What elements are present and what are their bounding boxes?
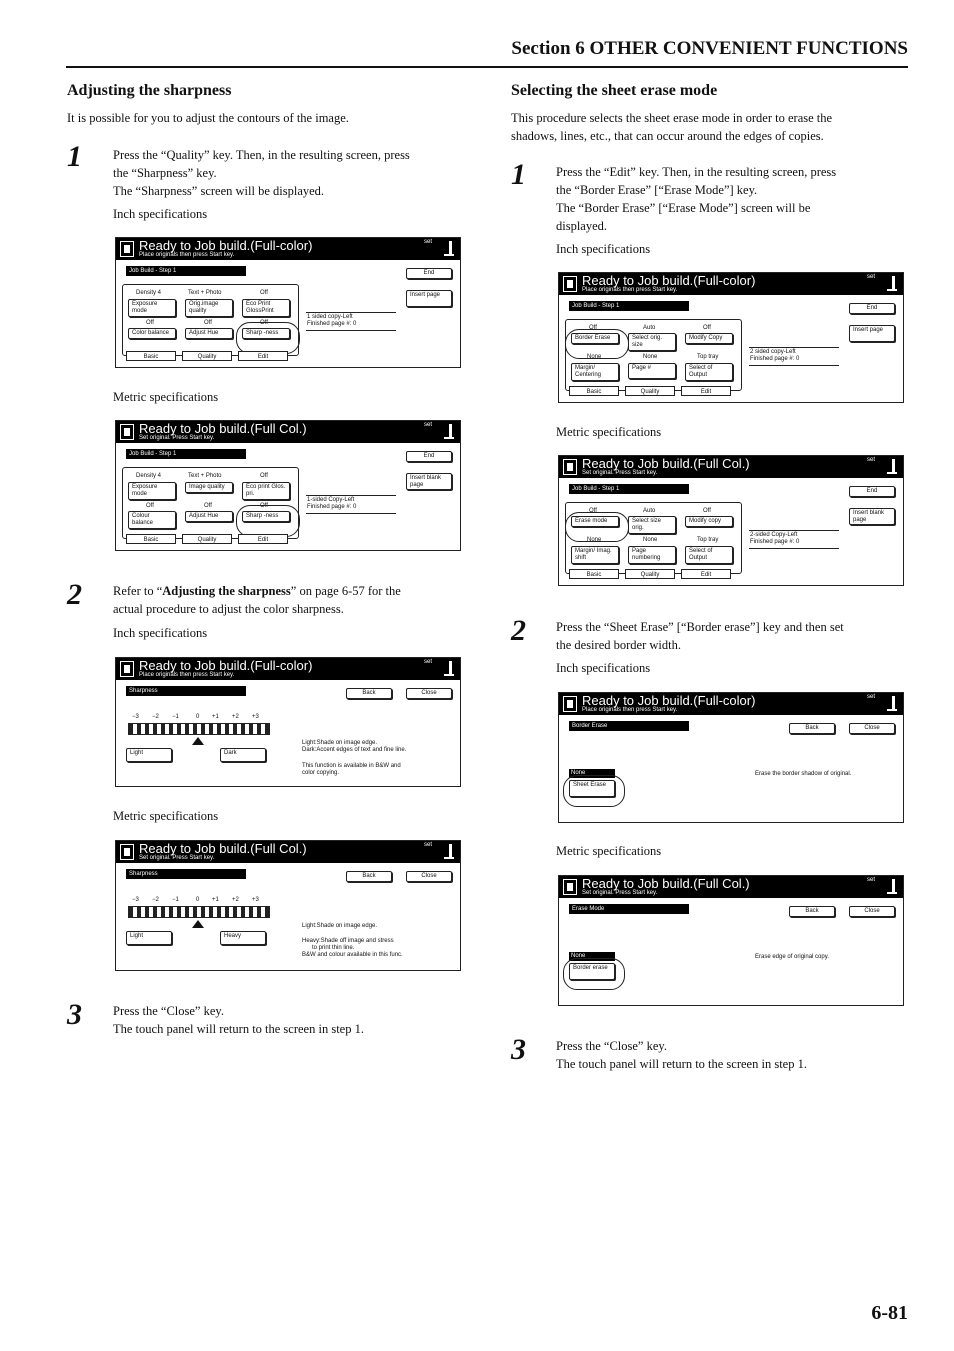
section-rule (66, 66, 908, 68)
step-text: Press the “Close” key. The touch panel will return to the screen in step 1. (113, 1004, 364, 1036)
adjust-hue-button[interactable]: Adjust Hue (185, 511, 233, 522)
caption-inch: Inch specifications (113, 207, 208, 221)
close-button[interactable]: Close (406, 688, 452, 699)
indicator-arrow-icon (192, 737, 204, 745)
eco-print-button[interactable]: Eco Print GlossPrint (242, 299, 290, 317)
one-icon (892, 696, 895, 710)
step-text: Refer to “Adjusting the sharpness” on page 6-57 for the actual procedure to adjust the color sharpness. (113, 584, 401, 616)
none-option[interactable]: None (569, 952, 615, 961)
modify-copy-button[interactable]: Modify Copy (685, 333, 733, 344)
tab-edit[interactable]: Edit (238, 534, 288, 544)
end-button[interactable]: End (849, 303, 895, 314)
step-text: Press the “Sheet Erase” [“Border erase”] key and then set the desired border width. (556, 620, 844, 652)
caption-inch: Inch specifications (556, 661, 651, 675)
select-output-button[interactable]: Select of Output (685, 546, 733, 564)
border-erase-button[interactable]: Border erase (569, 963, 615, 980)
insert-blank-page-button[interactable]: Insert blank page (849, 508, 895, 525)
document-icon (563, 696, 577, 712)
heavy-button[interactable]: Heavy (220, 931, 266, 945)
back-button[interactable]: Back (789, 723, 835, 734)
heading-sharpness: Adjusting the sharpness (67, 82, 232, 99)
erase-mode-button[interactable]: Erase mode (571, 516, 619, 527)
end-button[interactable]: End (406, 268, 452, 279)
document-icon (120, 424, 134, 440)
modify-copy-button[interactable]: Modify copy (685, 516, 733, 527)
document-icon (563, 276, 577, 292)
insert-page-button[interactable]: Insert page (849, 325, 895, 342)
border-erase-button[interactable]: Border Erase (571, 333, 619, 344)
screen-edit-metric: Ready to Job build.(Full Col.) Set original. Press Start key. set Job Build - Step 1 End Off Auto Off Erase mode Select size orig. Modify copy None None Top tray Margin/ Imag. shift Page numbering Select of Output 2-sided Copy-Left Finished page #: 0 Insert blank page Basic Quality Edit (558, 455, 904, 586)
tab-quality[interactable]: Quality (182, 351, 232, 361)
tab-quality[interactable]: Quality (625, 386, 675, 396)
adjust-hue-button[interactable]: Adjust Hue (185, 328, 233, 339)
step-text: Press the “Close” key. The touch panel will return to the screen in step 1. (556, 1039, 807, 1071)
caption-metric: Metric specifications (556, 425, 662, 439)
margin-centering-button[interactable]: Margin/ Centering (571, 363, 619, 381)
document-icon (120, 844, 134, 860)
screen-sharpness-inch: Ready to Job build.(Full-color) Place originals then press Start key. set Sharpness Back Close −3 −2 −1 0 +1 +2 +3 Light Dark Light:Shade on image edge. Dark:Accent edges of text and fine line. This function is available in B&W and color copying. (115, 657, 461, 787)
dark-button[interactable]: Dark (220, 748, 266, 762)
one-icon (892, 276, 895, 290)
end-button[interactable]: End (849, 486, 895, 497)
light-button[interactable]: Light (126, 748, 172, 762)
document-icon (563, 879, 577, 895)
tab-edit[interactable]: Edit (238, 351, 288, 361)
caption-inch: Inch specifications (113, 626, 208, 640)
step-text: Press the “Edit” key. Then, in the resulting screen, press the “Border Erase” [“Erase Mode”] key. The “Border Erase” [“Erase Mode”] screen will be displayed. (556, 165, 837, 233)
page-number: 6-81 (871, 1302, 908, 1324)
insert-page-button[interactable]: Insert page (406, 290, 452, 307)
screen-border-erase-inch: Ready to Job build.(Full-color) Place originals then press Start key. set Border Erase Back Close None Sheet Erase Erase the border shadow of original. (558, 692, 904, 823)
one-icon (449, 241, 452, 255)
step-number: 2 (511, 614, 526, 647)
image-quality-button[interactable]: Image quality (185, 482, 233, 493)
sharpness-button[interactable]: Sharp -ness (242, 328, 290, 339)
screen-sharpness-metric: Ready to Job build.(Full Col.) Set original. Press Start key. set Sharpness Back Close −3 −2 −1 0 +1 +2 +3 Light Heavy Light:Shade on image edge. Heavy:Shade off image and stress to print thin line. B&W and colour available in this func. (115, 840, 461, 971)
tab-basic[interactable]: Basic (569, 569, 619, 579)
step-number: 2 (67, 578, 82, 611)
heading-sheet-erase: Selecting the sheet erase mode (511, 82, 718, 99)
section-title: Section 6 OTHER CONVENIENT FUNCTIONS (511, 38, 908, 59)
one-icon (892, 459, 895, 473)
select-output-button[interactable]: Select of Output (685, 363, 733, 381)
none-option[interactable]: None (569, 769, 615, 778)
caption-metric: Metric specifications (113, 809, 219, 823)
page-number-button[interactable]: Page # (628, 363, 676, 379)
exposure-mode-button[interactable]: Exposure mode (128, 482, 176, 500)
colour-balance-button[interactable]: Colour balance (128, 511, 176, 529)
select-size-orig-button[interactable]: Select size orig. (628, 516, 676, 534)
color-balance-button[interactable]: Color balance (128, 328, 176, 339)
indicator-arrow-icon (192, 920, 204, 928)
one-icon (892, 879, 895, 893)
end-button[interactable]: End (406, 451, 452, 462)
one-icon (449, 844, 452, 858)
one-icon (449, 424, 452, 438)
close-button[interactable]: Close (849, 906, 895, 917)
document-icon (563, 459, 577, 475)
step-text: Press the “Quality” key. Then, in the resulting screen, press the “Sharpness” key. The “Sharpness” screen will be displayed. (113, 148, 410, 198)
close-button[interactable]: Close (406, 871, 452, 882)
close-button[interactable]: Close (849, 723, 895, 734)
insert-blank-page-button[interactable]: Insert blank page (406, 473, 452, 490)
intro-sheet-erase: This procedure selects the sheet erase mode in order to erase the shadows, lines, etc., that can occur around the edges of copies. (511, 111, 833, 143)
screen-quality-inch: Ready to Job build.(Full-color) Place originals then press Start key. set Job Build - Step 1 End Density 4 Text + Photo Off Exposure mode Orig.image quality Eco Print GlossPrint Off Off Off Color balance Adjust Hue Sharp -ness 1 sided copy-Left Finished page #: 0 Insert page Basic Quality Edit (115, 237, 461, 368)
tab-quality[interactable]: Quality (625, 569, 675, 579)
select-orig-size-button[interactable]: Select orig. size (628, 333, 676, 351)
orig-image-quality-button[interactable]: Orig.image quality (185, 299, 233, 317)
step-number: 1 (511, 158, 526, 191)
back-button[interactable]: Back (346, 688, 392, 699)
tab-basic[interactable]: Basic (126, 534, 176, 544)
step-number: 1 (67, 140, 82, 173)
eco-print-button[interactable]: Eco print Glos. pri. (242, 482, 290, 500)
document-icon (120, 661, 134, 677)
sharpness-button[interactable]: Sharp -ness (242, 511, 290, 522)
back-button[interactable]: Back (346, 871, 392, 882)
caption-inch: Inch specifications (556, 242, 651, 256)
screen-erase-mode-metric: Ready to Job build.(Full Col.) Set original. Press Start key. set Erase Mode Back Close None Border erase Erase edge of original copy. (558, 875, 904, 1006)
caption-metric: Metric specifications (556, 844, 662, 858)
tab-basic[interactable]: Basic (126, 351, 176, 361)
document-icon (120, 241, 134, 257)
step-number: 3 (67, 998, 82, 1031)
tab-edit[interactable]: Edit (681, 386, 731, 396)
step-number: 3 (511, 1033, 526, 1066)
caption-metric: Metric specifications (113, 390, 219, 404)
screen-quality-metric: Ready to Job build.(Full Col.) Set original. Press Start key. set Job Build - Step 1 End Density 4 Text + Photo Off Exposure mode Image quality Eco print Glos. pri. Off Off Off Colour balance Adjust Hue Sharp -ness 1-sided Copy-Left Finished page #: 0 Insert blank page Basic Quality Edit (115, 420, 461, 551)
margin-image-shift-button[interactable]: Margin/ Imag. shift (571, 546, 619, 564)
tab-basic[interactable]: Basic (569, 386, 619, 396)
sharpness-scale[interactable] (128, 723, 270, 735)
sharpness-scale[interactable] (128, 906, 270, 918)
screen-edit-inch: Ready to Job build.(Full-color) Place originals then press Start key. set Job Build - Step 1 End Off Auto Off Border Erase Select orig. size Modify Copy None None Top tray Margin/ Centering Page # Select of Output 2 sided copy-Left Finished page #: 0 Insert page Basic Quality Edit (558, 272, 904, 403)
tab-edit[interactable]: Edit (681, 569, 731, 579)
page-numbering-button[interactable]: Page numbering (628, 546, 676, 564)
light-button[interactable]: Light (126, 931, 172, 945)
intro-sharpness: It is possible for you to adjust the contours of the image. (67, 111, 349, 125)
back-button[interactable]: Back (789, 906, 835, 917)
tab-quality[interactable]: Quality (182, 534, 232, 544)
sheet-erase-button[interactable]: Sheet Erase (569, 780, 615, 797)
exposure-mode-button[interactable]: Exposure mode (128, 299, 176, 317)
one-icon (449, 661, 452, 675)
